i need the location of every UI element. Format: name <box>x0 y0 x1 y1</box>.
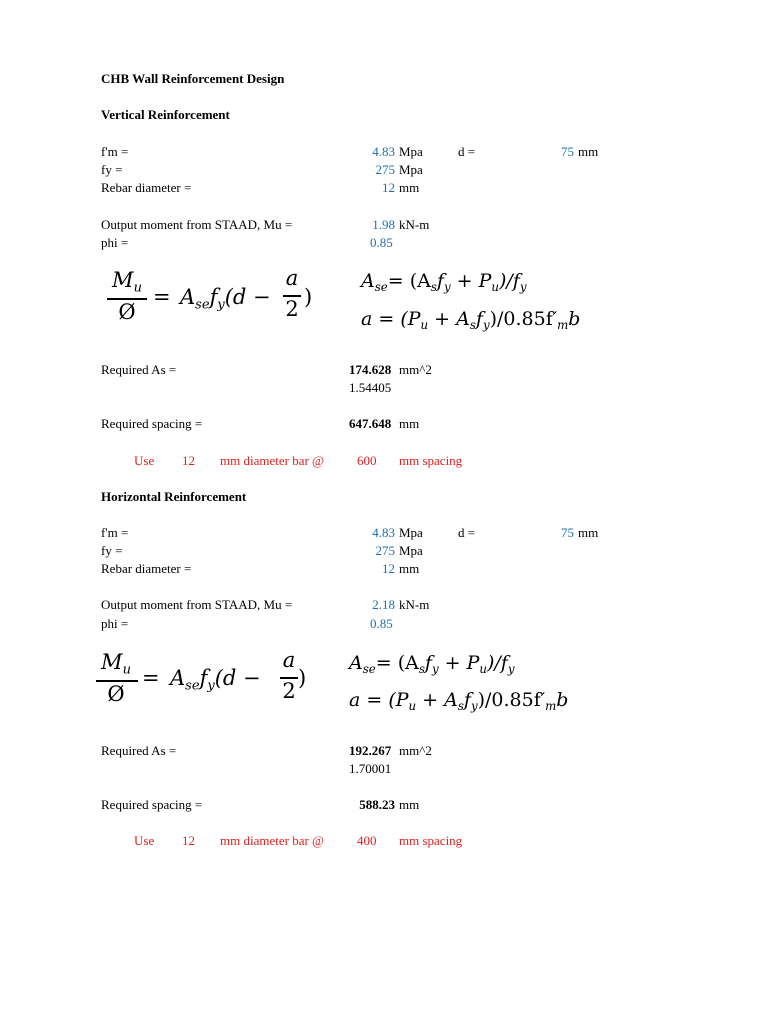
rebar-diameter-unit: mm <box>399 180 420 195</box>
equation-denominator: Ø <box>107 682 125 706</box>
mu-value: 2.18 <box>372 597 395 612</box>
half-denominator: 2 <box>285 297 299 321</box>
phi-value: 0.85 <box>370 235 393 250</box>
a-value: 1.54405 <box>349 380 392 395</box>
d-unit: mm <box>578 525 599 540</box>
fm-label: f'm = <box>101 144 129 159</box>
rebar-diameter-label: Rebar diameter = <box>101 561 192 576</box>
fm-unit: Mpa <box>399 144 423 159</box>
fm-unit: Mpa <box>399 525 423 540</box>
mu-label: Output moment from STAAD, Mu = <box>101 217 293 232</box>
rebar-diameter-value: 12 <box>382 180 395 195</box>
required-spacing-unit: mm <box>399 416 420 431</box>
section-heading: Vertical Reinforcement <box>101 107 230 122</box>
equals-sign: = <box>142 666 160 690</box>
equation-rhs: $A_{se}f_y(d$ − <box>170 666 261 694</box>
rebar-diameter-label: Rebar diameter = <box>101 180 192 195</box>
fy-value: 275 <box>375 162 395 177</box>
required-spacing-value: 588.23 <box>359 797 395 812</box>
use-label: Use <box>134 453 155 468</box>
use-bar-text: mm diameter bar @ <box>220 833 325 848</box>
half-numerator: a <box>282 648 296 672</box>
d-label: d = <box>458 144 476 159</box>
fy-label: fy = <box>101 162 123 177</box>
use-diameter: 12 <box>182 833 195 848</box>
mu-unit: kN-m <box>399 597 430 612</box>
required-spacing-label: Required spacing = <box>101 416 203 431</box>
use-diameter: 12 <box>182 453 195 468</box>
fy-unit: Mpa <box>399 543 423 558</box>
document-title: CHB Wall Reinforcement Design <box>101 71 285 86</box>
phi-label: phi = <box>101 616 129 631</box>
half-denominator: 2 <box>282 679 296 703</box>
equals-sign: = <box>153 285 171 309</box>
phi-label: phi = <box>101 235 129 250</box>
use-bar-text: mm diameter bar @ <box>220 453 325 468</box>
equation-rhs: $A_{se}f_y(d$ − <box>180 285 271 313</box>
a-value: 1.70001 <box>349 761 392 776</box>
rebar-diameter-value: 12 <box>382 561 395 576</box>
mu-label: Output moment from STAAD, Mu = <box>101 597 293 612</box>
required-as-value: 174.628 <box>349 362 392 377</box>
fy-value: 275 <box>375 543 395 558</box>
ase-equation: $A_{se}= (A_sf_y + P_u)/f_y$ <box>361 270 527 295</box>
phi-value: 0.85 <box>370 616 393 631</box>
use-spacing: 400 <box>357 833 377 848</box>
required-as-label: Required As = <box>101 362 177 377</box>
close-paren: ) <box>298 666 307 690</box>
required-as-unit: mm^2 <box>399 743 432 758</box>
d-unit: mm <box>578 144 599 159</box>
use-spacing: 600 <box>357 453 377 468</box>
equation-numerator: $M_u$ <box>101 650 131 678</box>
section-heading: Horizontal Reinforcement <box>101 489 247 504</box>
a-equation: $a = (P_u + A_sf_y)/0.85f'_mb$ <box>349 689 569 714</box>
a-equation: $a = (P_u + A_sf_y)/0.85f'_mb$ <box>361 308 581 333</box>
mu-value: 1.98 <box>372 217 395 232</box>
required-spacing-label: Required spacing = <box>101 797 203 812</box>
fm-value: 4.83 <box>372 525 395 540</box>
d-value: 75 <box>561 525 574 540</box>
fm-value: 4.83 <box>372 144 395 159</box>
fm-label: f'm = <box>101 525 129 540</box>
d-value: 75 <box>561 144 574 159</box>
required-as-value: 192.267 <box>349 743 392 758</box>
fy-label: fy = <box>101 543 123 558</box>
close-paren: ) <box>304 285 313 309</box>
fy-unit: Mpa <box>399 162 423 177</box>
required-as-label: Required As = <box>101 743 177 758</box>
use-spacing-text: mm spacing <box>399 453 463 468</box>
equation-numerator: $M_u$ <box>112 268 142 296</box>
required-spacing-unit: mm <box>399 797 420 812</box>
required-spacing-value: 647.648 <box>349 416 392 431</box>
mu-unit: kN-m <box>399 217 430 232</box>
ase-equation: $A_{se}= (A_sf_y + P_u)/f_y$ <box>349 652 515 677</box>
required-as-unit: mm^2 <box>399 362 432 377</box>
d-label: d = <box>458 525 476 540</box>
use-spacing-text: mm spacing <box>399 833 463 848</box>
rebar-diameter-unit: mm <box>399 561 420 576</box>
half-numerator: a <box>285 266 299 290</box>
equation-denominator: Ø <box>118 300 136 324</box>
use-label: Use <box>134 833 155 848</box>
